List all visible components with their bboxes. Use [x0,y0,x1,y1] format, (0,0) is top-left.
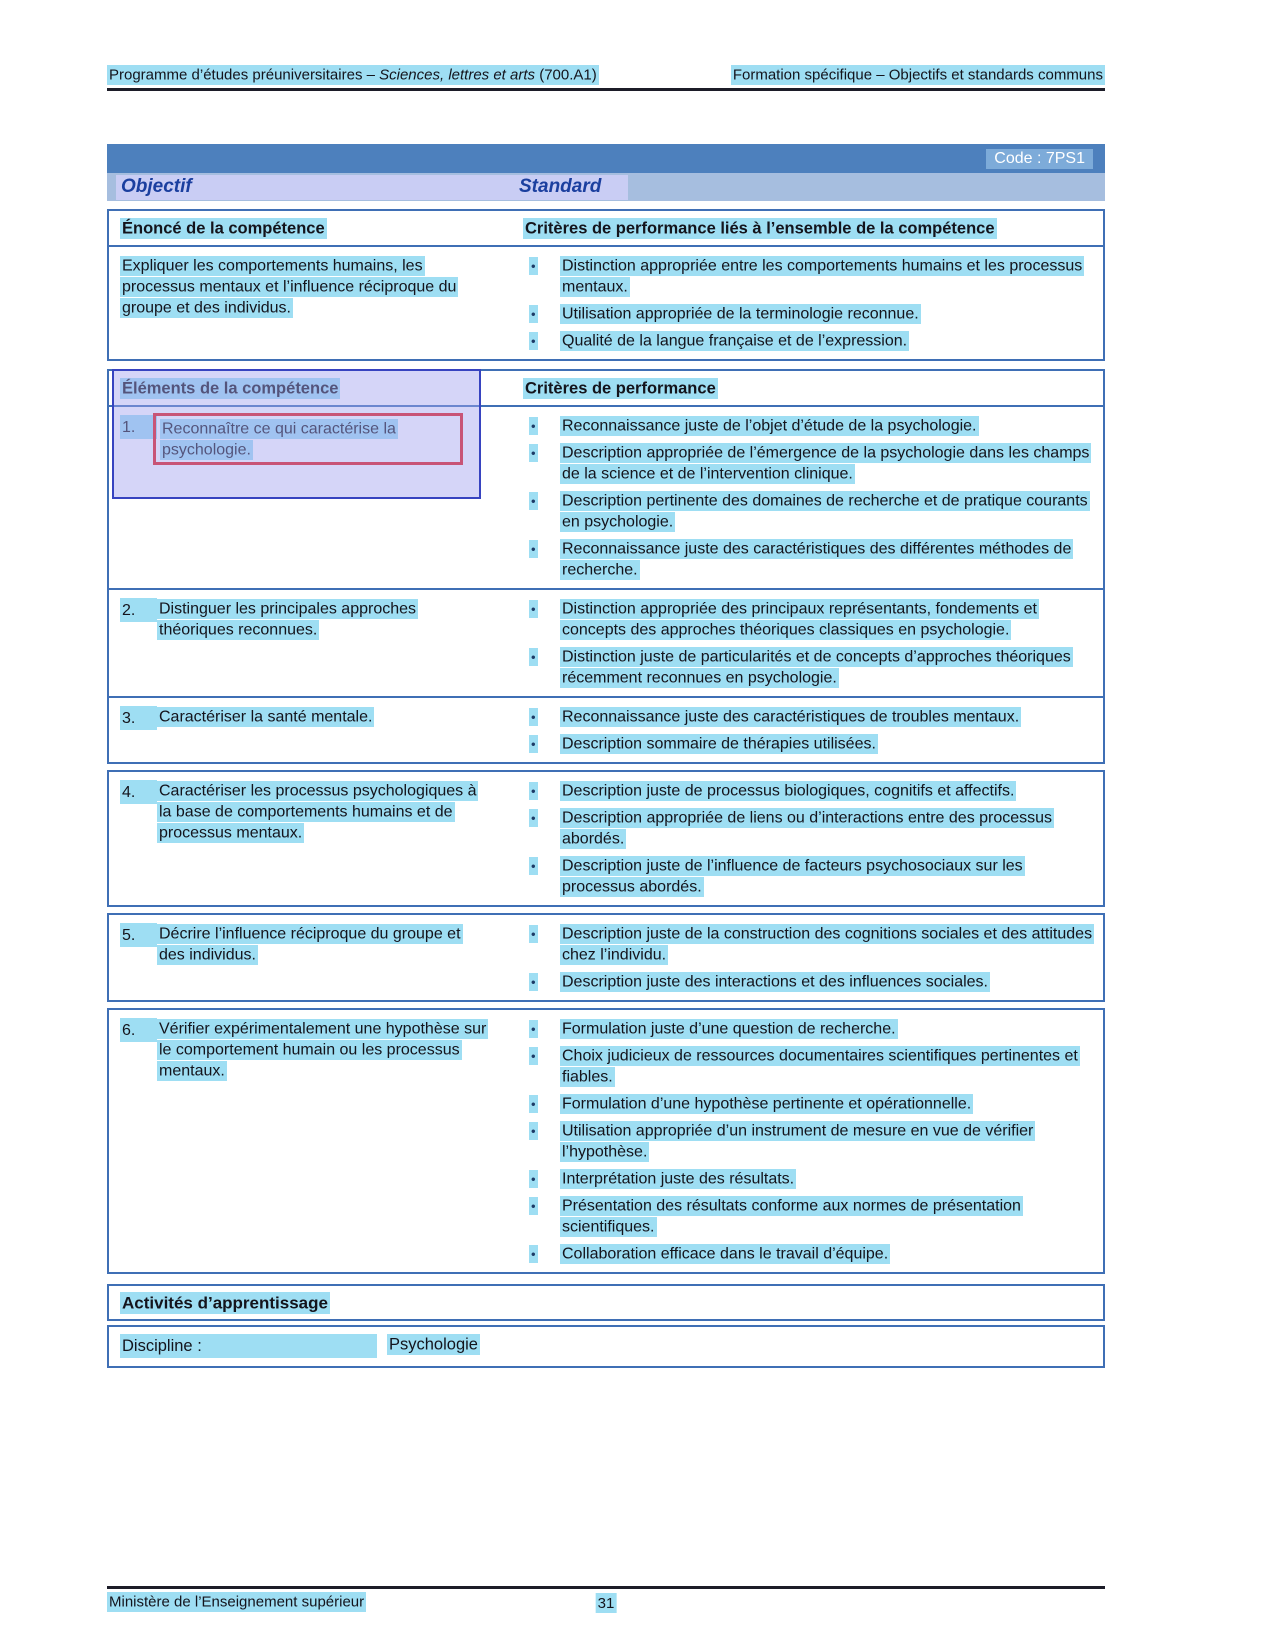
criterion-item [523,780,1093,801]
criterion-text: Présentation des résultats conforme aux normes de présentation scientifiques. [562,1197,1021,1235]
competence-table-header [109,211,1103,247]
competence-statement: Expliquer les comportements humains, les processus mentaux et l’influence réciproque du groupe et des individus. [122,257,457,316]
criterion-item [523,1093,1093,1114]
element-text: Caractériser les processus psychologiques à la base de comportements humains et de processus mentaux. [159,782,477,841]
element-text: Distinguer les principales approches théoriques reconnues. [159,600,417,638]
elements-header-left: Éléments de la compétence [122,379,339,397]
criterion-text: Formulation juste d’une question de recherche. [562,1020,896,1037]
criterion-item [523,1045,1093,1087]
bullet-icon: • [531,418,536,433]
discipline-label: Discipline : [120,1334,387,1358]
objectif-heading: Objectif [121,175,192,197]
element-row-5 [109,915,1103,1000]
criterion-item [523,415,1093,436]
criterion-item [523,807,1093,849]
criterion-text: Description pertinente des domaines de recherche et de pratique courants en psychologie. [562,492,1088,530]
bullet-icon: • [531,858,536,873]
element-row-2 [109,588,1103,696]
criterion-text: Utilisation appropriée de la terminologie reconnue. [562,305,919,322]
bullet-icon: • [531,1096,536,1111]
criterion-text: Description appropriée de liens ou d’interactions entre des processus abordés. [562,809,1053,847]
bullet-icon: • [531,306,536,321]
bullet-icon: • [531,810,536,825]
element-cell [120,780,523,897]
criterion-text: Interprétation juste des résultats. [562,1170,795,1187]
criterion-item [523,855,1093,897]
header-left-suffix: (700.A1) [535,66,597,83]
elements-table [107,369,1105,764]
header-left [107,66,599,83]
standard-heading: Standard [519,175,602,197]
discipline-value: Psychologie [389,1335,478,1353]
criterion-item [523,330,1093,351]
criterion-text: Description juste de l’influence de facteurs psychosociaux sur les processus abordés. [562,857,1023,895]
activities-discipline-box [107,1325,1105,1368]
bullet-icon: • [531,258,536,273]
red-selection-box[interactable] [153,413,463,465]
criterion-text: Description sommaire de thérapies utilisées. [562,735,876,752]
element-row-4 [109,772,1103,905]
header-right [731,66,1105,83]
criteria-cell [523,598,1093,688]
criterion-item [523,255,1093,297]
criterion-text: Utilisation appropriée d’un instrument de mesure en vue de vérifier l’hypothèse. [562,1122,1034,1160]
criterion-text: Reconnaissance juste des caractéristiques des différentes méthodes de recherche. [562,540,1072,578]
page-number: 31 [597,1594,615,1612]
footer-left-text: Ministère de l’Enseignement supérieur [109,1593,365,1610]
bullet-icon: • [531,1246,536,1261]
criterion-item [523,303,1093,324]
criterion-item [523,1243,1093,1264]
bullet-icon: • [531,333,536,348]
element-number: 2. [120,598,157,622]
criterion-item [523,706,1093,727]
criterion-text: Description juste de la construction des cognitions sociales et des attitudes chez l’individu. [562,925,1093,963]
bullet-icon: • [531,601,536,616]
criterion-text: Formulation d’une hypothèse pertinente et opérationnelle. [562,1095,972,1112]
bullet-icon: • [531,541,536,556]
criterion-item [523,1018,1093,1039]
code-badge: Code : 7PS1 [986,149,1093,169]
banner-top-stripe [107,144,1105,173]
criteria-cell [523,923,1093,992]
competence-table [107,209,1105,361]
criterion-text: Description juste des interactions et des influences sociales. [562,973,988,990]
header-right-text: Formation spécifique – Objectifs et standards communs [732,66,1103,83]
bullet-icon: • [531,1171,536,1186]
page-header [107,66,1105,91]
element-cell [120,706,523,754]
criterion-text: Distinction appropriée des principaux représentants, fondements et concepts des approches théoriques classiques en psychologie. [562,600,1037,638]
criteria-cell [523,1018,1093,1264]
bullet-icon: • [531,709,536,724]
criterion-item [523,923,1093,965]
element-row-3 [109,696,1103,762]
elements-header-right: Critères de performance [525,379,716,397]
bullet-icon: • [531,974,536,989]
bullet-icon: • [531,736,536,751]
element-row-6 [109,1010,1103,1272]
criterion-item [523,490,1093,532]
header-left-italic: Sciences, lettres et arts [379,66,536,83]
element-text: Reconnaître ce qui caractérise la psychologie. [162,420,396,458]
criterion-item [523,971,1093,992]
bullet-icon: • [531,1123,536,1138]
criteria-cell [523,415,1093,580]
element-number: 5. [120,923,157,947]
activities-header-box [107,1284,1105,1321]
criterion-text: Distinction appropriée entre les comportements humains et les processus mentaux. [562,257,1083,295]
header-left-prefix: Programme d’études préuniversitaires – [109,66,380,83]
criterion-text: Reconnaissance juste des caractéristiques de troubles mentaux. [562,708,1020,725]
activities-title: Activités d’apprentissage [122,1293,328,1312]
element-number: 3. [120,706,157,730]
criteria-cell [523,780,1093,897]
criterion-item [523,733,1093,754]
element-cell [120,1018,523,1264]
criterion-text: Choix judicieux de ressources documentaires scientifiques pertinentes et fiables. [562,1047,1078,1085]
criterion-item [523,538,1093,580]
bullet-icon: • [531,445,536,460]
bullet-icon: • [531,783,536,798]
criterion-item [523,1195,1093,1237]
elements-table-row5 [107,913,1105,1002]
element-cell [120,415,523,580]
page-footer [107,1586,1105,1610]
bullet-icon: • [531,1021,536,1036]
criterion-text: Collaboration efficace dans le travail d’équipe. [562,1245,889,1262]
element-text: Vérifier expérimentalement une hypothèse sur le comportement humain ou les processus mentaux. [159,1020,487,1079]
competence-header-left: Énoncé de la compétence [122,219,325,237]
element-row-1 [109,407,1103,588]
bullet-icon: • [531,493,536,508]
criterion-item [523,1120,1093,1162]
element-number: 4. [120,780,157,804]
element-number: 1. [120,415,157,439]
bullet-icon: • [531,926,536,941]
criteria-cell [523,706,1093,754]
criterion-text: Qualité de la langue française et de l’expression. [562,332,908,349]
elements-table-row4 [107,770,1105,907]
competence-criteria-cell [523,255,1093,351]
element-cell [120,923,523,992]
criterion-text: Description juste de processus biologiques, cognitifs et affectifs. [562,782,1015,799]
bullet-icon: • [531,1198,536,1213]
elements-table-header [109,371,1103,407]
elements-table-row6 [107,1008,1105,1274]
discipline-row [109,1327,1103,1366]
criterion-item [523,1168,1093,1189]
criterion-item [523,442,1093,484]
header-banner [107,144,1105,201]
criterion-item [523,646,1093,688]
banner-bottom-stripe [107,173,1105,201]
competence-header-right: Critères de performance liés à l’ensemble de la compétence [525,219,995,237]
criterion-text: Distinction juste de particularités et de concepts d’approches théoriques récemment reconnues en psychologie. [562,648,1071,686]
document-page [107,66,1105,1368]
bullet-icon: • [531,649,536,664]
competence-row [109,247,1103,359]
criterion-text: Description appropriée de l’émergence de la psychologie dans les champs de la science et de l’intervention clinique. [562,444,1090,482]
element-text: Caractériser la santé mentale. [159,708,373,725]
objectif-standard-strip [116,175,628,200]
bullet-icon: • [531,1048,536,1063]
criterion-item [523,598,1093,640]
element-cell [120,598,523,688]
competence-statement-cell [120,255,523,351]
element-number: 6. [120,1018,157,1042]
criterion-text: Reconnaissance juste de l’objet d’étude de la psychologie. [562,417,977,434]
element-text: Décrire l’influence réciproque du groupe et des individus. [159,925,461,963]
